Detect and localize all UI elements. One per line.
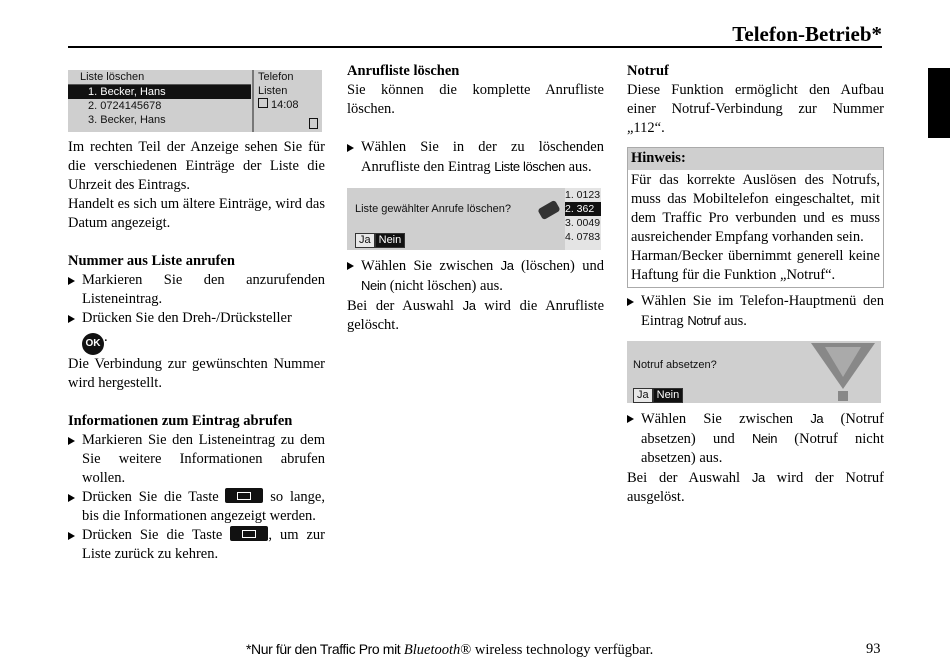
intro-text-2: Handelt es sich um ältere Einträge, wird das Datum angezeigt. [68, 196, 325, 231]
note-text: Harman/Becker übernimmt generell keine Haftung für die Funktion „Notruf“. [631, 248, 880, 283]
body-text: Diese Funktion ermöglicht den Aufbau einer Notruf-Verbindung zur Nummer „112“. [627, 82, 884, 136]
body-text: Bei der Auswahl Ja wird die Anrufliste gelöscht. [347, 298, 605, 333]
list-item: 1. 0123 [565, 189, 601, 201]
column-3 [627, 62, 884, 507]
delete-confirm-screen [347, 188, 601, 250]
instruction-step: Wählen Sie zwischen Ja (löschen) und Nein (nicht löschen) aus. [347, 256, 604, 296]
no-button: Nein [375, 233, 406, 248]
screen-question: Notruf absetzen? [633, 359, 717, 371]
instruction-step: Drücken Sie den Dreh-/Drücksteller OK . [68, 309, 325, 355]
instruction-step: Wählen Sie im Telefon-Hauptmenü den Eintrag Notruf aus. [627, 292, 884, 331]
instruction-step: Drücken Sie die Taste , um zur Liste zurück zu kehren. [68, 526, 325, 564]
side-title: Listen [258, 85, 288, 97]
clock-icon [258, 98, 268, 108]
phone-icon [309, 118, 318, 129]
note-box [627, 147, 884, 288]
page-title: Telefon-Betrieb* [732, 22, 882, 46]
call-list-screen [68, 70, 322, 132]
header-rule [68, 46, 882, 48]
body-text: Bei der Auswahl Ja wird der Notruf ausgelöst. [627, 470, 885, 505]
instruction-step: Wählen Sie zwischen Ja (Notruf absetzen) und Nein (Notruf nicht absetzen) aus. [627, 409, 884, 468]
emergency-confirm-screen [627, 341, 881, 403]
list-item: 4. 0783 [565, 231, 601, 243]
warning-triangle-icon [805, 341, 881, 403]
list-item: 3. 0049 [565, 217, 601, 229]
section-heading: Nummer aus Liste anrufen [68, 253, 235, 269]
yes-button: Ja [355, 233, 375, 248]
ok-knob-icon: OK [82, 333, 104, 355]
menu-entry: Notruf [687, 313, 721, 328]
section-heading: Notruf [627, 63, 669, 79]
list-item: 2. 0724145678 [88, 100, 162, 112]
body-text: Sie können die komplette Anrufliste löschen. [347, 82, 604, 117]
instruction-step: Markieren Sie den Listeneintrag zu dem Sie weitere Informationen abrufen wollen. [68, 431, 325, 488]
instruction-step: Wählen Sie in der zu löschenden Anrufliste den Eintrag Liste löschen aus. [347, 138, 604, 177]
column-1 [68, 62, 325, 564]
list-item: 3. Becker, Hans [88, 114, 166, 126]
note-text: Für das korrekte Auslösen des Notrufs, muss das Mobiltelefon eingeschaltet, mit dem Traffic Pro verbunden und es muss ausreichender Empfang vorhanden sein. [631, 172, 880, 245]
footnote: *Nur für den Traffic Pro mit Bluetooth® wireless technology verfügbar. [246, 641, 654, 658]
result-text: Die Verbindung zur gewünschten Nummer wird hergestellt. [68, 356, 325, 391]
page-number: 93 [866, 641, 881, 657]
section-heading: Informationen zum Eintrag abrufen [68, 413, 293, 429]
info-key-icon [225, 488, 263, 503]
note-heading: Hinweis: [628, 148, 883, 170]
instruction-step: Markieren Sie den anzurufenden Listeneintrag. [68, 271, 325, 309]
list-item: 1. Becker, Hans [68, 85, 251, 99]
section-heading: Anrufliste löschen [347, 63, 460, 79]
intro-text: Im rechten Teil der Anzeige sehen Sie für die verschiedenen Einträge der Liste die Uhrzeit des Eintrags. [68, 139, 325, 193]
entry-time: 14:08 [271, 99, 299, 111]
no-button: Nein [653, 388, 684, 403]
menu-entry: Liste löschen [494, 159, 565, 174]
thumb-tab [928, 68, 950, 138]
screen-question: Liste gewählter Anrufe löschen? [355, 203, 511, 215]
side-title: Telefon [258, 71, 294, 83]
back-key-icon [230, 526, 268, 541]
column-2 [347, 62, 604, 335]
list-item: 2. 362 [565, 202, 601, 216]
phone-icon [537, 200, 560, 220]
instruction-step: Drücken Sie die Taste so lange, bis die Informationen angezeigt werden. [68, 488, 325, 526]
screen-title: Liste löschen [68, 70, 251, 85]
yes-button: Ja [633, 388, 653, 403]
